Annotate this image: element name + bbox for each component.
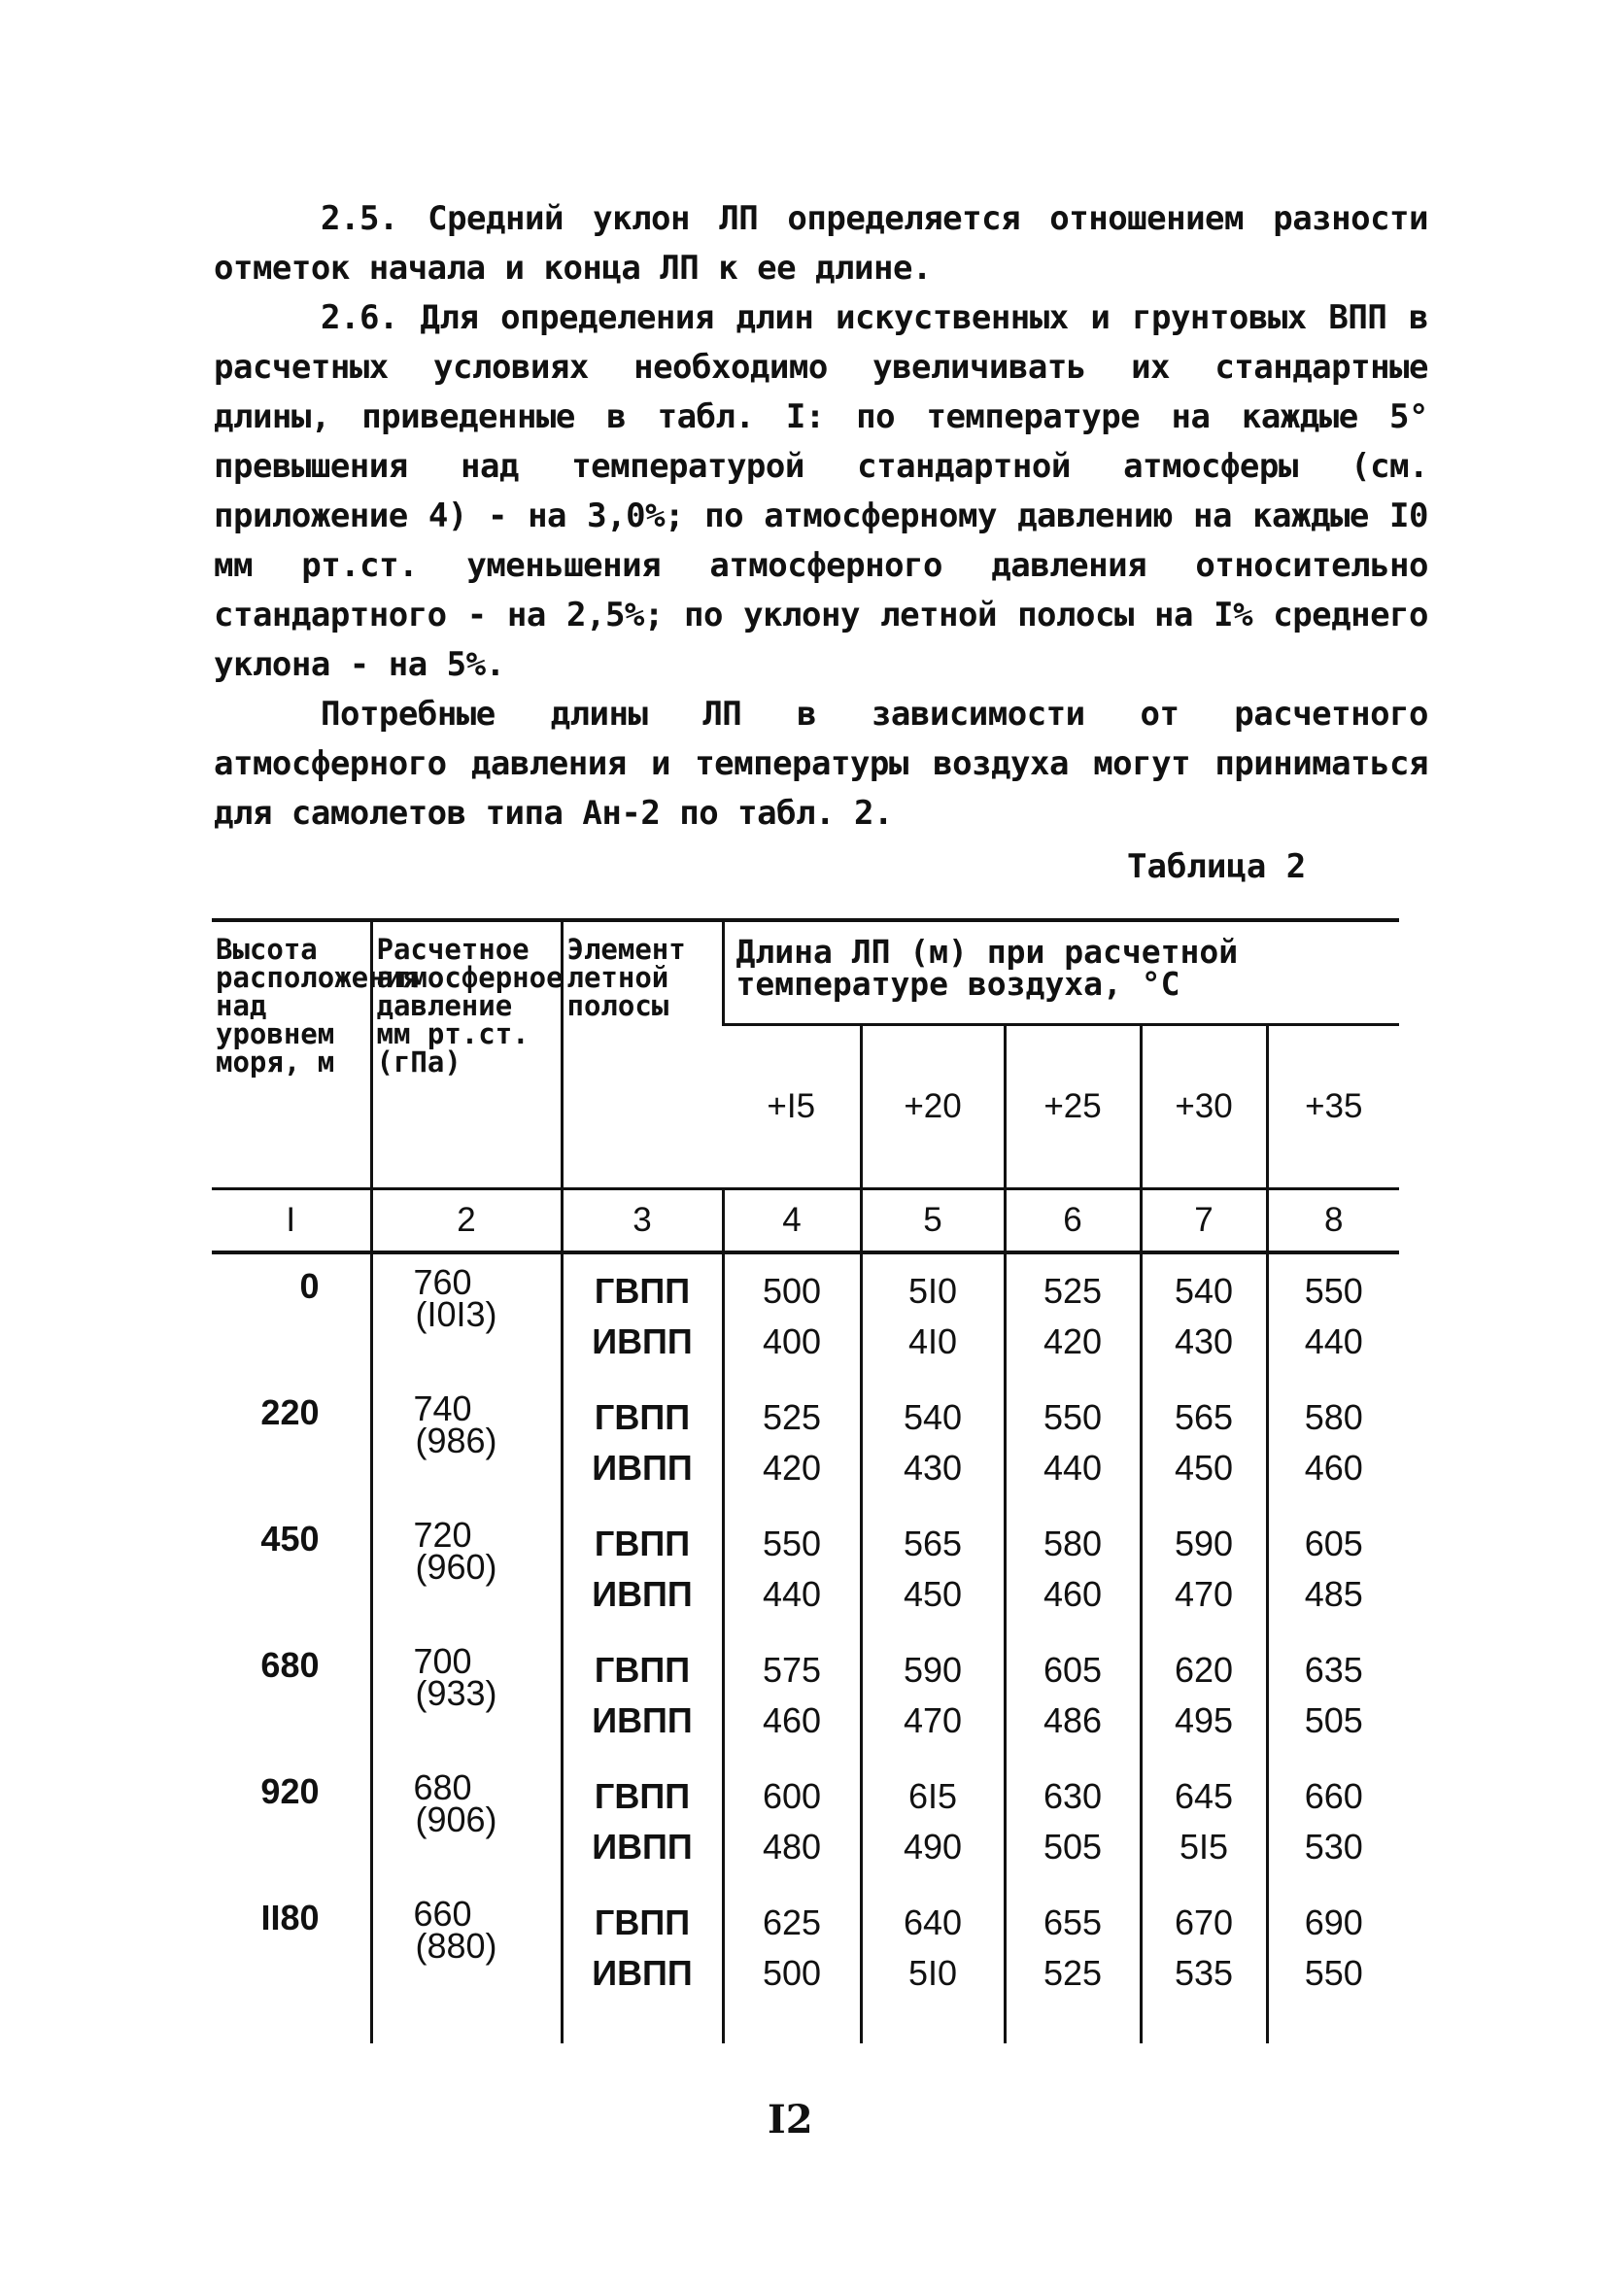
value-cell: [1141, 1886, 1267, 2043]
header-temp: +I5: [767, 1087, 816, 1125]
value-cell: [1141, 1252, 1267, 1381]
value-gvpp: 660: [1304, 1776, 1363, 1816]
table-row: [212, 1886, 1399, 2043]
value-ivpp: 490: [903, 1827, 963, 1867]
value-ivpp: 5I5: [1179, 1827, 1229, 1867]
value-gvpp: 655: [1043, 1902, 1103, 1942]
pressure-hpa: (986): [415, 1421, 497, 1460]
altitude-cell: 450: [260, 1519, 320, 1559]
column-number: 7: [1141, 1189, 1267, 1253]
value-ivpp: 530: [1304, 1827, 1363, 1867]
value-gvpp: 645: [1174, 1776, 1234, 1816]
value-ivpp: 535: [1174, 1953, 1234, 1993]
value-ivpp: 480: [762, 1827, 822, 1867]
value-gvpp: 565: [903, 1524, 963, 1563]
element-gvpp: ГВПП: [594, 1650, 691, 1690]
value-cell: [723, 1886, 861, 2043]
value-gvpp: 550: [1043, 1397, 1103, 1437]
table-row: [212, 1633, 1399, 1760]
pressure-cell: [371, 1381, 562, 1507]
value-cell: [1005, 1507, 1141, 1633]
value-cell: [1267, 1886, 1399, 2043]
altitude-cell: 220: [260, 1392, 320, 1432]
value-gvpp: 580: [1304, 1397, 1363, 1437]
value-cell: [861, 1507, 1005, 1633]
element-ivpp: ИВПП: [592, 1953, 693, 1993]
value-gvpp: 5I0: [907, 1271, 958, 1311]
table-caption: Таблица 2: [1127, 847, 1307, 886]
column-number-row: [212, 1189, 1399, 1253]
value-gvpp: 690: [1304, 1902, 1363, 1942]
element-cell: [562, 1381, 723, 1507]
value-gvpp: 550: [762, 1524, 822, 1563]
element-cell: [562, 1760, 723, 1886]
element-ivpp: ИВПП: [592, 1574, 693, 1614]
pressure-mmhg: 660: [413, 1894, 472, 1934]
header-length-group: Длина ЛП (м) при расчетной температуре воздуха, °С: [723, 920, 1399, 1025]
value-ivpp: 440: [762, 1574, 822, 1614]
pressure-cell: [371, 1633, 562, 1760]
value-gvpp: 600: [762, 1776, 822, 1816]
column-number: 8: [1267, 1189, 1399, 1253]
pressure-mmhg: 740: [413, 1388, 472, 1428]
column-number: I: [212, 1189, 371, 1253]
pressure-hpa: (880): [415, 1926, 497, 1966]
value-gvpp: 550: [1304, 1271, 1363, 1311]
value-ivpp: 525: [1043, 1953, 1103, 1993]
table-row: [212, 1760, 1399, 1886]
element-cell: [562, 1252, 723, 1381]
value-cell: [1267, 1252, 1399, 1381]
value-ivpp: 460: [1043, 1574, 1103, 1614]
value-ivpp: 440: [1304, 1321, 1363, 1361]
value-ivpp: 450: [903, 1574, 963, 1614]
element-ivpp: ИВПП: [592, 1827, 693, 1867]
value-ivpp: 505: [1304, 1700, 1363, 1740]
element-gvpp: ГВПП: [594, 1271, 691, 1311]
element-cell: [562, 1633, 723, 1760]
value-gvpp: 580: [1043, 1524, 1103, 1563]
pressure-hpa: (I0I3): [415, 1294, 497, 1334]
value-cell: [723, 1252, 861, 1381]
value-gvpp: 630: [1043, 1776, 1103, 1816]
pressure-hpa: (960): [415, 1547, 497, 1587]
header-temp: +35: [1267, 1025, 1399, 1189]
header-altitude: Высота расположения над уровнем моря, м: [212, 920, 371, 1189]
value-cell: [1267, 1507, 1399, 1633]
value-cell: [723, 1381, 861, 1507]
value-cell: [1005, 1381, 1141, 1507]
element-cell: [562, 1507, 723, 1633]
value-cell: [1005, 1252, 1141, 1381]
value-gvpp: 6I5: [907, 1776, 958, 1816]
value-cell: [861, 1252, 1005, 1381]
value-gvpp: 620: [1174, 1650, 1234, 1690]
value-ivpp: 505: [1043, 1827, 1103, 1867]
element-ivpp: ИВПП: [592, 1448, 693, 1488]
value-ivpp: 450: [1174, 1448, 1234, 1488]
value-cell: [1141, 1507, 1267, 1633]
body-text: [214, 194, 1428, 839]
column-number: 6: [1005, 1189, 1141, 1253]
pressure-mmhg: 700: [413, 1641, 472, 1681]
value-ivpp: 420: [1043, 1321, 1103, 1361]
value-gvpp: 540: [1174, 1271, 1234, 1311]
value-gvpp: 605: [1304, 1524, 1363, 1563]
column-number: 3: [562, 1189, 723, 1253]
value-cell: [723, 1760, 861, 1886]
altitude-cell: 920: [260, 1771, 320, 1811]
value-ivpp: 486: [1043, 1700, 1103, 1740]
table-row: [212, 1507, 1399, 1633]
value-cell: [1005, 1886, 1141, 2043]
header-temp: +25: [1005, 1025, 1141, 1189]
element-cell: [562, 1886, 723, 2043]
value-cell: [1005, 1760, 1141, 1886]
page-number: I2: [768, 2097, 813, 2142]
value-cell: [861, 1633, 1005, 1760]
element-ivpp: ИВПП: [592, 1700, 693, 1740]
pressure-mmhg: 680: [413, 1767, 472, 1807]
value-gvpp: 635: [1304, 1650, 1363, 1690]
value-cell: [861, 1760, 1005, 1886]
pressure-cell: [371, 1886, 562, 2043]
element-gvpp: ГВПП: [594, 1397, 691, 1437]
value-ivpp: 550: [1304, 1953, 1363, 1993]
value-ivpp: 470: [903, 1700, 963, 1740]
value-gvpp: 605: [1043, 1650, 1103, 1690]
altitude-cell: 0: [299, 1266, 320, 1306]
column-number: 2: [371, 1189, 562, 1253]
column-number: 5: [861, 1189, 1005, 1253]
value-ivpp: 485: [1304, 1574, 1363, 1614]
value-ivpp: 460: [1304, 1448, 1363, 1488]
value-ivpp: 440: [1043, 1448, 1103, 1488]
value-gvpp: 525: [1043, 1271, 1103, 1311]
value-cell: [1267, 1381, 1399, 1507]
value-ivpp: 4I0: [907, 1321, 958, 1361]
value-ivpp: 500: [762, 1953, 822, 1993]
paragraph-2-5: 2.5. Средний уклон ЛП определяется отношением разности отметок начала и конца ЛП к ее длине.: [214, 199, 1428, 288]
header-pressure: Расчетное атмосферное давление мм рт.ст. (гПа): [371, 920, 562, 1189]
element-gvpp: ГВПП: [594, 1524, 691, 1563]
element-gvpp: ГВПП: [594, 1902, 691, 1942]
value-ivpp: 5I0: [907, 1953, 958, 1993]
value-gvpp: 565: [1174, 1397, 1234, 1437]
paragraph-2-6: 2.6. Для определения длин искуственных и грунтовых ВПП в расчетных условиях необходимо увеличивать их стандартные длины, приведенные в табл. I: по температуре на каждые 5° превышения над температурой стандартной атмосферы (см. приложение 4) - на 3,0%; по атмосферному давлению на каждые I0 мм рт.ст. уменьшения атмосферного давления относительно стандартного - на 2,5%; по уклону летной полосы на I% среднего уклона - на 5%.: [214, 298, 1428, 684]
value-gvpp: 640: [903, 1902, 963, 1942]
runway-length-table: [212, 918, 1399, 2043]
header-temp: +20: [861, 1025, 1005, 1189]
value-cell: [1141, 1760, 1267, 1886]
value-gvpp: 625: [762, 1902, 822, 1942]
value-ivpp: 430: [903, 1448, 963, 1488]
table-row: [212, 1252, 1399, 1381]
pressure-hpa: (906): [415, 1799, 497, 1839]
value-gvpp: 590: [903, 1650, 963, 1690]
header-element: Элемент летной полосы: [562, 920, 723, 1189]
value-cell: [1005, 1633, 1141, 1760]
pressure-hpa: (933): [415, 1673, 497, 1713]
value-cell: [1267, 1633, 1399, 1760]
header-temp: +30: [1141, 1025, 1267, 1189]
value-gvpp: 575: [762, 1650, 822, 1690]
value-ivpp: 400: [762, 1321, 822, 1361]
value-ivpp: 460: [762, 1700, 822, 1740]
column-number: 4: [723, 1189, 861, 1253]
value-cell: [1141, 1381, 1267, 1507]
pressure-cell: [371, 1252, 562, 1381]
pressure-mmhg: 760: [413, 1262, 472, 1302]
value-gvpp: 540: [903, 1397, 963, 1437]
paragraph-required-lengths: Потребные длины ЛП в зависимости от расчетного атмосферного давления и температуры воздуха могут приниматься для самолетов типа Ан-2 по табл. 2.: [214, 695, 1428, 833]
value-cell: [1267, 1760, 1399, 1886]
value-cell: [1141, 1633, 1267, 1760]
pressure-cell: [371, 1507, 562, 1633]
value-cell: [723, 1633, 861, 1760]
value-gvpp: 670: [1174, 1902, 1234, 1942]
value-gvpp: 525: [762, 1397, 822, 1437]
altitude-cell: II80: [260, 1898, 320, 1937]
element-ivpp: ИВПП: [592, 1321, 693, 1361]
value-ivpp: 470: [1174, 1574, 1234, 1614]
altitude-cell: 680: [260, 1645, 320, 1685]
value-ivpp: 420: [762, 1448, 822, 1488]
value-cell: [723, 1507, 861, 1633]
pressure-mmhg: 720: [413, 1515, 472, 1555]
value-cell: [861, 1886, 1005, 2043]
pressure-cell: [371, 1760, 562, 1886]
value-cell: [861, 1381, 1005, 1507]
value-ivpp: 495: [1174, 1700, 1234, 1740]
element-gvpp: ГВПП: [594, 1776, 691, 1816]
value-gvpp: 590: [1174, 1524, 1234, 1563]
table-row: [212, 1381, 1399, 1507]
value-gvpp: 500: [762, 1271, 822, 1311]
value-ivpp: 430: [1174, 1321, 1234, 1361]
